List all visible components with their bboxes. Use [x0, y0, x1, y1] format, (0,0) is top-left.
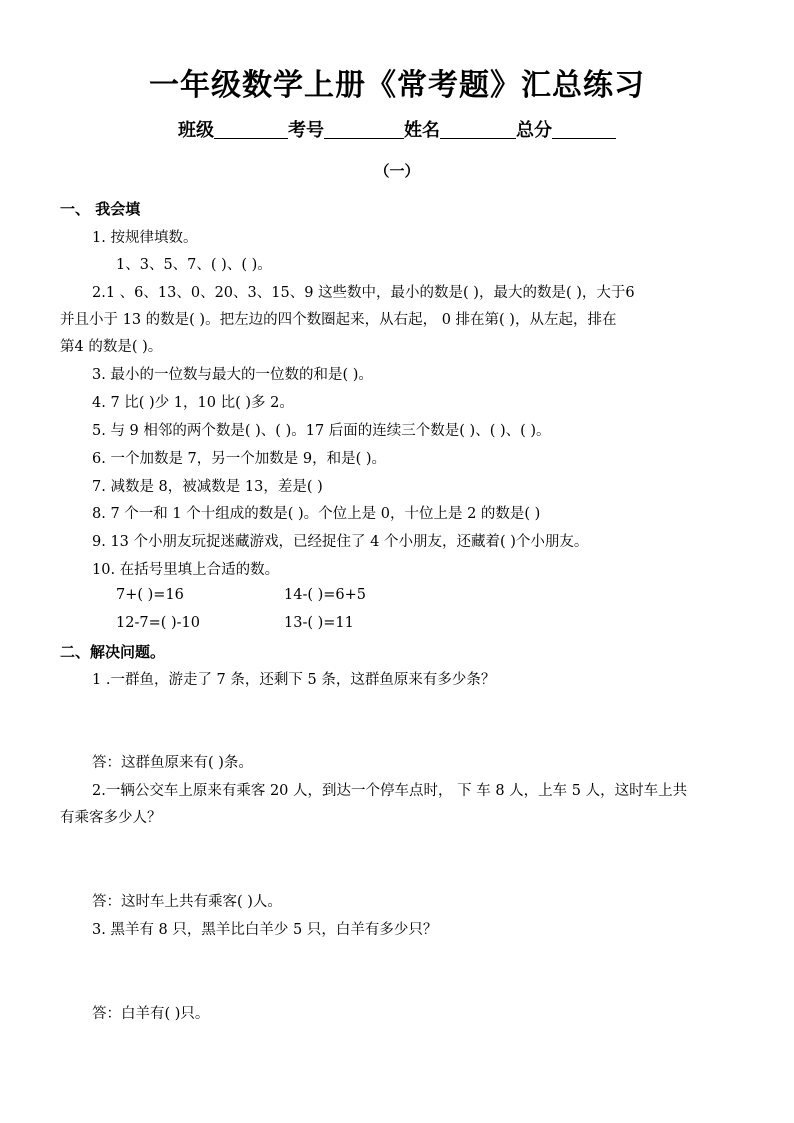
question-10-d: 13-( )=11	[284, 615, 354, 631]
question-2-line-1: 2.1 、6、13、0、20、3、15、9 这些数中，最小的数是( )，最大的数是( )，大于6	[92, 285, 635, 301]
class-label: 班级	[178, 120, 214, 141]
section-2-heading: 二、解决问题。	[60, 643, 166, 661]
question-3: 3. 最小的一位数与最大的一位数的和是( )。	[92, 367, 373, 383]
score-blank[interactable]	[552, 120, 616, 139]
question-10-c: 12-7=( )-10	[116, 615, 200, 631]
exam-no-label: 考号	[288, 120, 324, 141]
question-1-sequence: 1、3、5、7、( )、( )。	[116, 257, 272, 273]
question-9: 9. 13 个小朋友玩捉迷藏游戏，已经捉住了 4 个小朋友，还藏着( )个小朋友。	[92, 534, 589, 550]
problem-3-answer: 答：白羊有( )只。	[92, 1006, 210, 1022]
section-1-heading: 一、 我会填	[60, 200, 141, 218]
problem-2-line-2: 有乘客多少人？	[60, 810, 162, 826]
problem-3: 3. 黑羊有 8 只，黑羊比白羊少 5 只，白羊有多少只？	[92, 922, 438, 938]
question-8: 8. 7 个一和 1 个十组成的数是( )。个位上是 0，十位上是 2 的数是( )	[92, 506, 541, 522]
question-6: 6. 一个加数是 7，另一个加数是 9，和是( )。	[92, 451, 387, 467]
question-2-line-2: 并且小于 13 的数是( )。把左边的四个数圈起来，从右起， 0 排在第( )，从左起，排在	[60, 312, 617, 328]
problem-1-answer: 答：这群鱼原来有( )条。	[92, 755, 253, 771]
part-label: （一）	[374, 162, 420, 180]
problem-1: 1 .一群鱼，游走了 7 条，还剩下 5 条，这群鱼原来有多少条？	[92, 672, 496, 688]
question-7: 7. 减数是 8，被减数是 13，差是( )	[92, 479, 323, 495]
question-5: 5. 与 9 相邻的两个数是( )、( )。17 后面的连续三个数是( )、( )、( )。	[92, 423, 551, 439]
question-1: 1. 按规律填数。	[92, 230, 198, 246]
score-label: 总分	[516, 120, 552, 141]
question-4: 4. 7 比( )少 1，10 比( )多 2。	[92, 395, 294, 411]
name-blank[interactable]	[440, 120, 516, 139]
problem-2-line-1: 2.一辆公交车上原来有乘客 20 人，到达一个停车点时， 下 车 8 人，上车 5 人，这时车上共	[92, 783, 688, 799]
problem-2-answer: 答：这时车上共有乘客( )人。	[92, 894, 282, 910]
exam-no-blank[interactable]	[324, 120, 404, 139]
question-2-line-3: 第4 的数是( )。	[60, 339, 163, 355]
class-blank[interactable]	[214, 120, 288, 139]
student-info-row	[0, 116, 794, 142]
question-10: 10. 在括号里填上合适的数。	[92, 562, 280, 578]
name-label: 姓名	[404, 120, 440, 141]
page-title: 一年级数学上册《常考题》汇总练习	[149, 68, 645, 103]
question-10-b: 14-( )=6+5	[284, 587, 367, 603]
question-10-a: 7+( )=16	[116, 587, 184, 603]
